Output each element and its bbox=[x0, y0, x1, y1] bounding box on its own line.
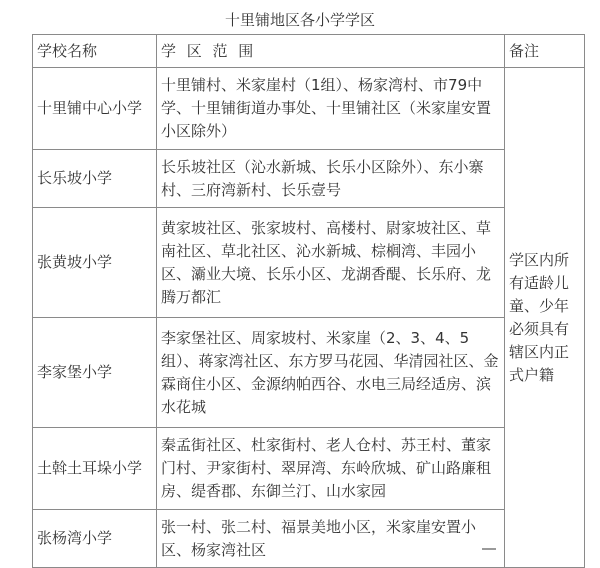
school-name-cell: 张杨湾小学 bbox=[33, 510, 157, 568]
note-cell: 学区内所有适龄儿童、少年必须具有辖区内正式户籍 bbox=[505, 68, 585, 568]
page-title: 十里铺地区各小学学区 bbox=[224, 11, 375, 29]
table-header-row bbox=[33, 35, 585, 68]
table-row bbox=[33, 318, 585, 428]
school-name-cell: 十里铺中心小学 bbox=[33, 68, 157, 150]
table-row bbox=[33, 150, 585, 208]
header-note: 备注 bbox=[505, 35, 585, 68]
school-name-cell: 土斡土耳垛小学 bbox=[33, 428, 157, 510]
table-row bbox=[33, 510, 585, 568]
school-name-cell: 长乐坡小学 bbox=[33, 150, 157, 208]
district-range-cell: 秦孟街社区、杜家街村、老人仓村、苏王村、董家门村、尹家街村、翠屏湾、东岭欣城、矿山路廉租房、缇香郡、东御兰汀、山水家园 bbox=[157, 428, 505, 510]
district-range-cell: 张一村、张二村、福景美地小区，米家崖安置小区、杨家湾社区 bbox=[157, 510, 505, 568]
table-row bbox=[33, 428, 585, 510]
header-school-name: 学校名称 bbox=[33, 35, 157, 68]
district-range-cell: 李家堡社区、周家坡村、米家崖（2、3、4、5组）、蒋家湾社区、东方罗马花园、华清园社区、金霖商住小区、金源纳帕西谷、水电三局经适房、滨水花城 bbox=[157, 318, 505, 428]
school-name-cell: 张黄坡小学 bbox=[33, 208, 157, 318]
table-row bbox=[33, 208, 585, 318]
school-district-table bbox=[32, 34, 585, 568]
table-row bbox=[33, 68, 585, 150]
district-range-cell: 黄家坡社区、张家坡村、高楼村、尉家坡社区、草南社区、草北社区、沁水新城、棕榈湾、丰园小区、灞业大境、长乐小区、龙湖香醍、长乐府、龙腾万都汇 bbox=[157, 208, 505, 318]
district-range-cell: 十里铺村、米家崖村（1组）、杨家湾村、市79中学、十里铺街道办事处、十里铺社区（米家崖安置小区除外） bbox=[157, 68, 505, 150]
school-name-cell: 李家堡小学 bbox=[33, 318, 157, 428]
header-district-range: 学 区 范 围 bbox=[157, 35, 505, 68]
district-range-cell: 长乐坡社区（沁水新城、长乐小区除外）、东小寨村、三府湾新村、长乐壹号 bbox=[157, 150, 505, 208]
